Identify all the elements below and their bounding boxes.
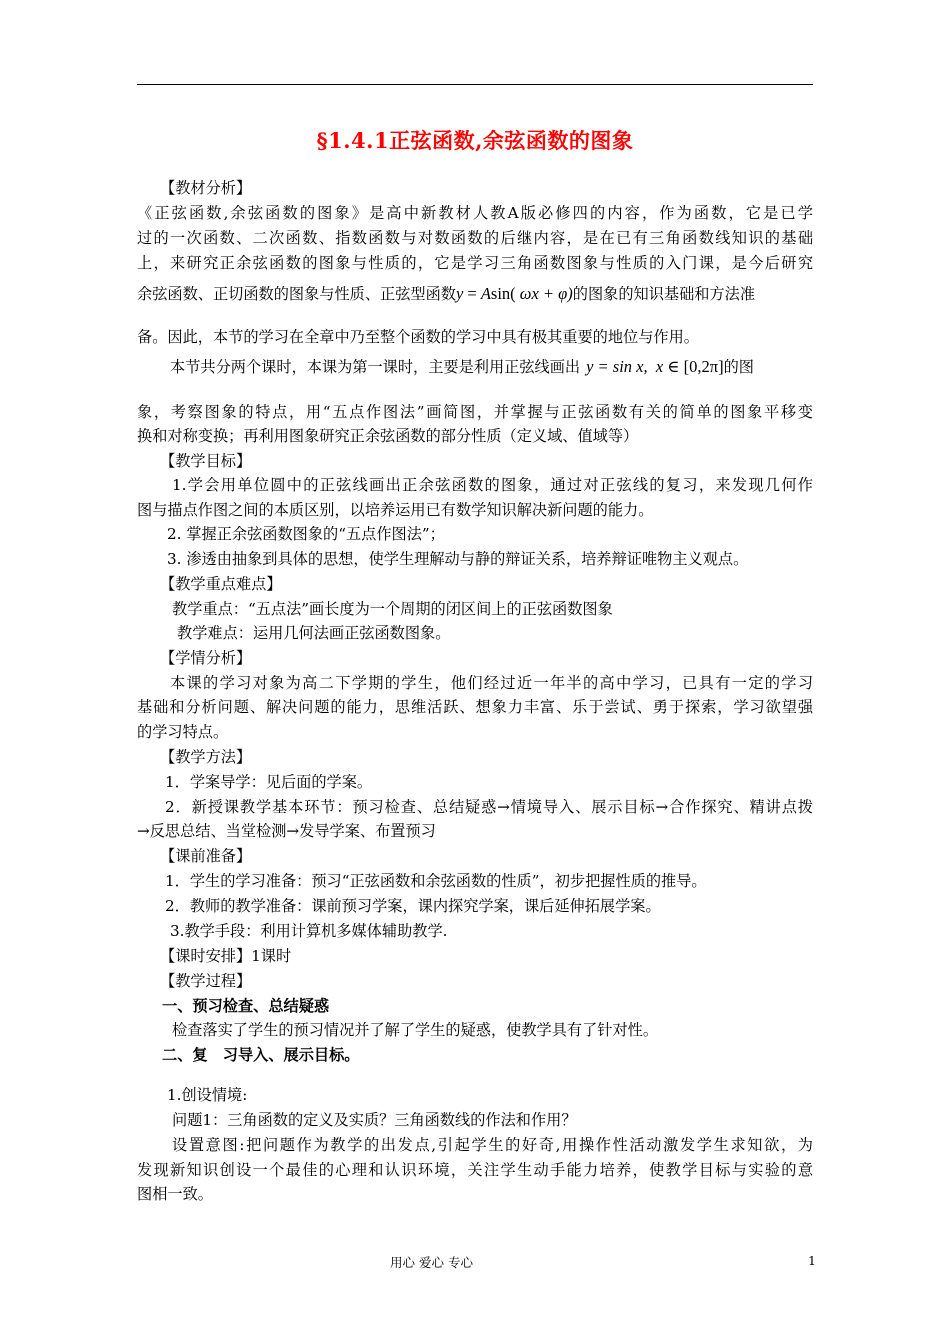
paragraph-line: 过的一次函数、二次函数、指数函数与对数函数的后继内容，是在已有三角函数线知识的基础 bbox=[137, 229, 813, 247]
paragraph-line: 教学难点：运用几何法画正弦函数图象。 bbox=[177, 624, 451, 642]
paragraph-line: →反思总结、当堂检测→发导学案、布置预习 bbox=[137, 822, 436, 840]
paragraph-line: 象，考察图象的特点，用“五点作图法”画简图，并掌握与正弦函数有关的简单的图象平移变 bbox=[137, 403, 813, 421]
paragraph-line: 备。因此，本节的学习在全章中乃至整个函数的学习中具有极其重要的地位与作用。 bbox=[137, 328, 699, 346]
subsection-heading: 1.创设情境: bbox=[167, 1086, 248, 1104]
text-fragment: 的图 bbox=[723, 358, 754, 376]
prep-item: 2．教师的教学准备：课前预习学案，课内探究学案，课后延伸拓展学案。 bbox=[165, 897, 661, 915]
text-fragment: 本节共分两个课时，本课为第一课时，主要是利用正弦线画出 bbox=[170, 358, 581, 376]
formula-sinusoid: y = Asin( ωx + φ) bbox=[455, 284, 573, 303]
paragraph-line: 基础和分析问题、解决问题的能力，思维活跃、想象力丰富、乐于尝试、勇于探索，学习欲望强 bbox=[137, 698, 813, 716]
paragraph-line: 图与描点作图之间的本质区别，以培养运用已有数学知识解决新问题的能力。 bbox=[137, 501, 654, 519]
heading-teaching-goals: 【教学目标】 bbox=[160, 452, 252, 470]
paragraph-line: 设置意图:把问题作为教学的出发点,引起学生的好奇,用操作性活动激发学生求知欲，为 bbox=[172, 1136, 813, 1154]
heading-process: 【教学过程】 bbox=[160, 972, 252, 990]
paragraph-line: 教学重点：“五点法”画长度为一个周期的闭区间上的正弦函数图象 bbox=[172, 600, 613, 618]
heading-schedule: 【课时安排】1课时 bbox=[160, 947, 292, 965]
paragraph-line: 检查落实了学生的预习情况并了解了学生的疑惑，使教学具有了针对性。 bbox=[172, 1021, 658, 1039]
paragraph-line bbox=[170, 355, 754, 379]
prep-item: 1．学生的学习准备：预习“正弦函数和余弦函数的性质”，初步把握性质的推导。 bbox=[165, 872, 707, 890]
formula-sine-domain: y = sin x, x ∈ [0,2π] bbox=[586, 357, 724, 376]
heading-methods: 【教学方法】 bbox=[160, 748, 252, 766]
question: 问题1：三角函数的定义及实质？三角函数线的作法和作用？ bbox=[172, 1111, 577, 1129]
text-fragment: 的图象的知识基础和方法准 bbox=[572, 285, 756, 303]
paragraph-line: 的学习特点。 bbox=[137, 723, 229, 741]
paragraph-line: 图相一致。 bbox=[137, 1185, 213, 1203]
footer-slogan: 用心 爱心 专心 bbox=[390, 1255, 473, 1270]
section-heading: 一、预习检查、总结疑惑 bbox=[162, 997, 330, 1015]
paragraph-line: 发现新知识创设一个最佳的心理和认识环境，关注学生动手能力培养，使教学目标与实验的意 bbox=[137, 1161, 813, 1179]
method-item: 1．学案导学：见后面的学案。 bbox=[165, 773, 373, 791]
paragraph-line bbox=[137, 282, 755, 306]
paragraph-line: 换和对称变换；再利用图象研究正余弦函数的部分性质（定义域、值域等） bbox=[137, 427, 639, 445]
heading-textbook-analysis: 【教材分析】 bbox=[160, 179, 252, 197]
prep-item: 3.教学手段：利用计算机多媒体辅助教学. bbox=[170, 922, 448, 940]
text-fragment: 余弦函数、正切函数的图象与性质、正弦型函数 bbox=[137, 285, 456, 303]
heading-preparation: 【课前准备】 bbox=[160, 847, 252, 865]
goal-item: 2. 掌握正余弦函数图象的“五点作图法”； bbox=[167, 525, 445, 543]
method-item: 2．新授课教学基本环节：预习检查、总结疑惑→情境导入、展示目标→合作探究、精讲点拨 bbox=[165, 798, 813, 816]
paragraph-line: 《正弦函数,余弦函数的图象》是高中新教材人教A版必修四的内容，作为函数，它是已学 bbox=[137, 204, 813, 222]
page-number: 1 bbox=[808, 1253, 816, 1268]
goal-item: 3. 渗透由抽象到具体的思想，使学生理解动与静的辩证关系，培养辩证唯物主义观点。 bbox=[167, 550, 749, 568]
paragraph-line: 上，来研究正余弦函数的图象与性质的，它是学习三角函数图象与性质的入门课，是今后研究 bbox=[137, 254, 813, 272]
paragraph-line: 1.学会用单位圆中的正弦线画出正余弦函数的图象，通过对正弦线的复习，来发现几何作 bbox=[172, 476, 813, 494]
heading-key-points: 【教学重点难点】 bbox=[160, 575, 282, 593]
header-rule bbox=[137, 84, 813, 85]
paragraph-line: 本课的学习对象为高二下学期的学生，他们经过近一年半的高中学习，已具有一定的学习 bbox=[170, 674, 813, 692]
heading-student-analysis: 【学情分析】 bbox=[160, 649, 252, 667]
page-title: §1.4.1正弦函数,余弦函数的图象 bbox=[316, 128, 634, 153]
section-heading: 二、复 习导入、展示目标。 bbox=[162, 1046, 360, 1064]
